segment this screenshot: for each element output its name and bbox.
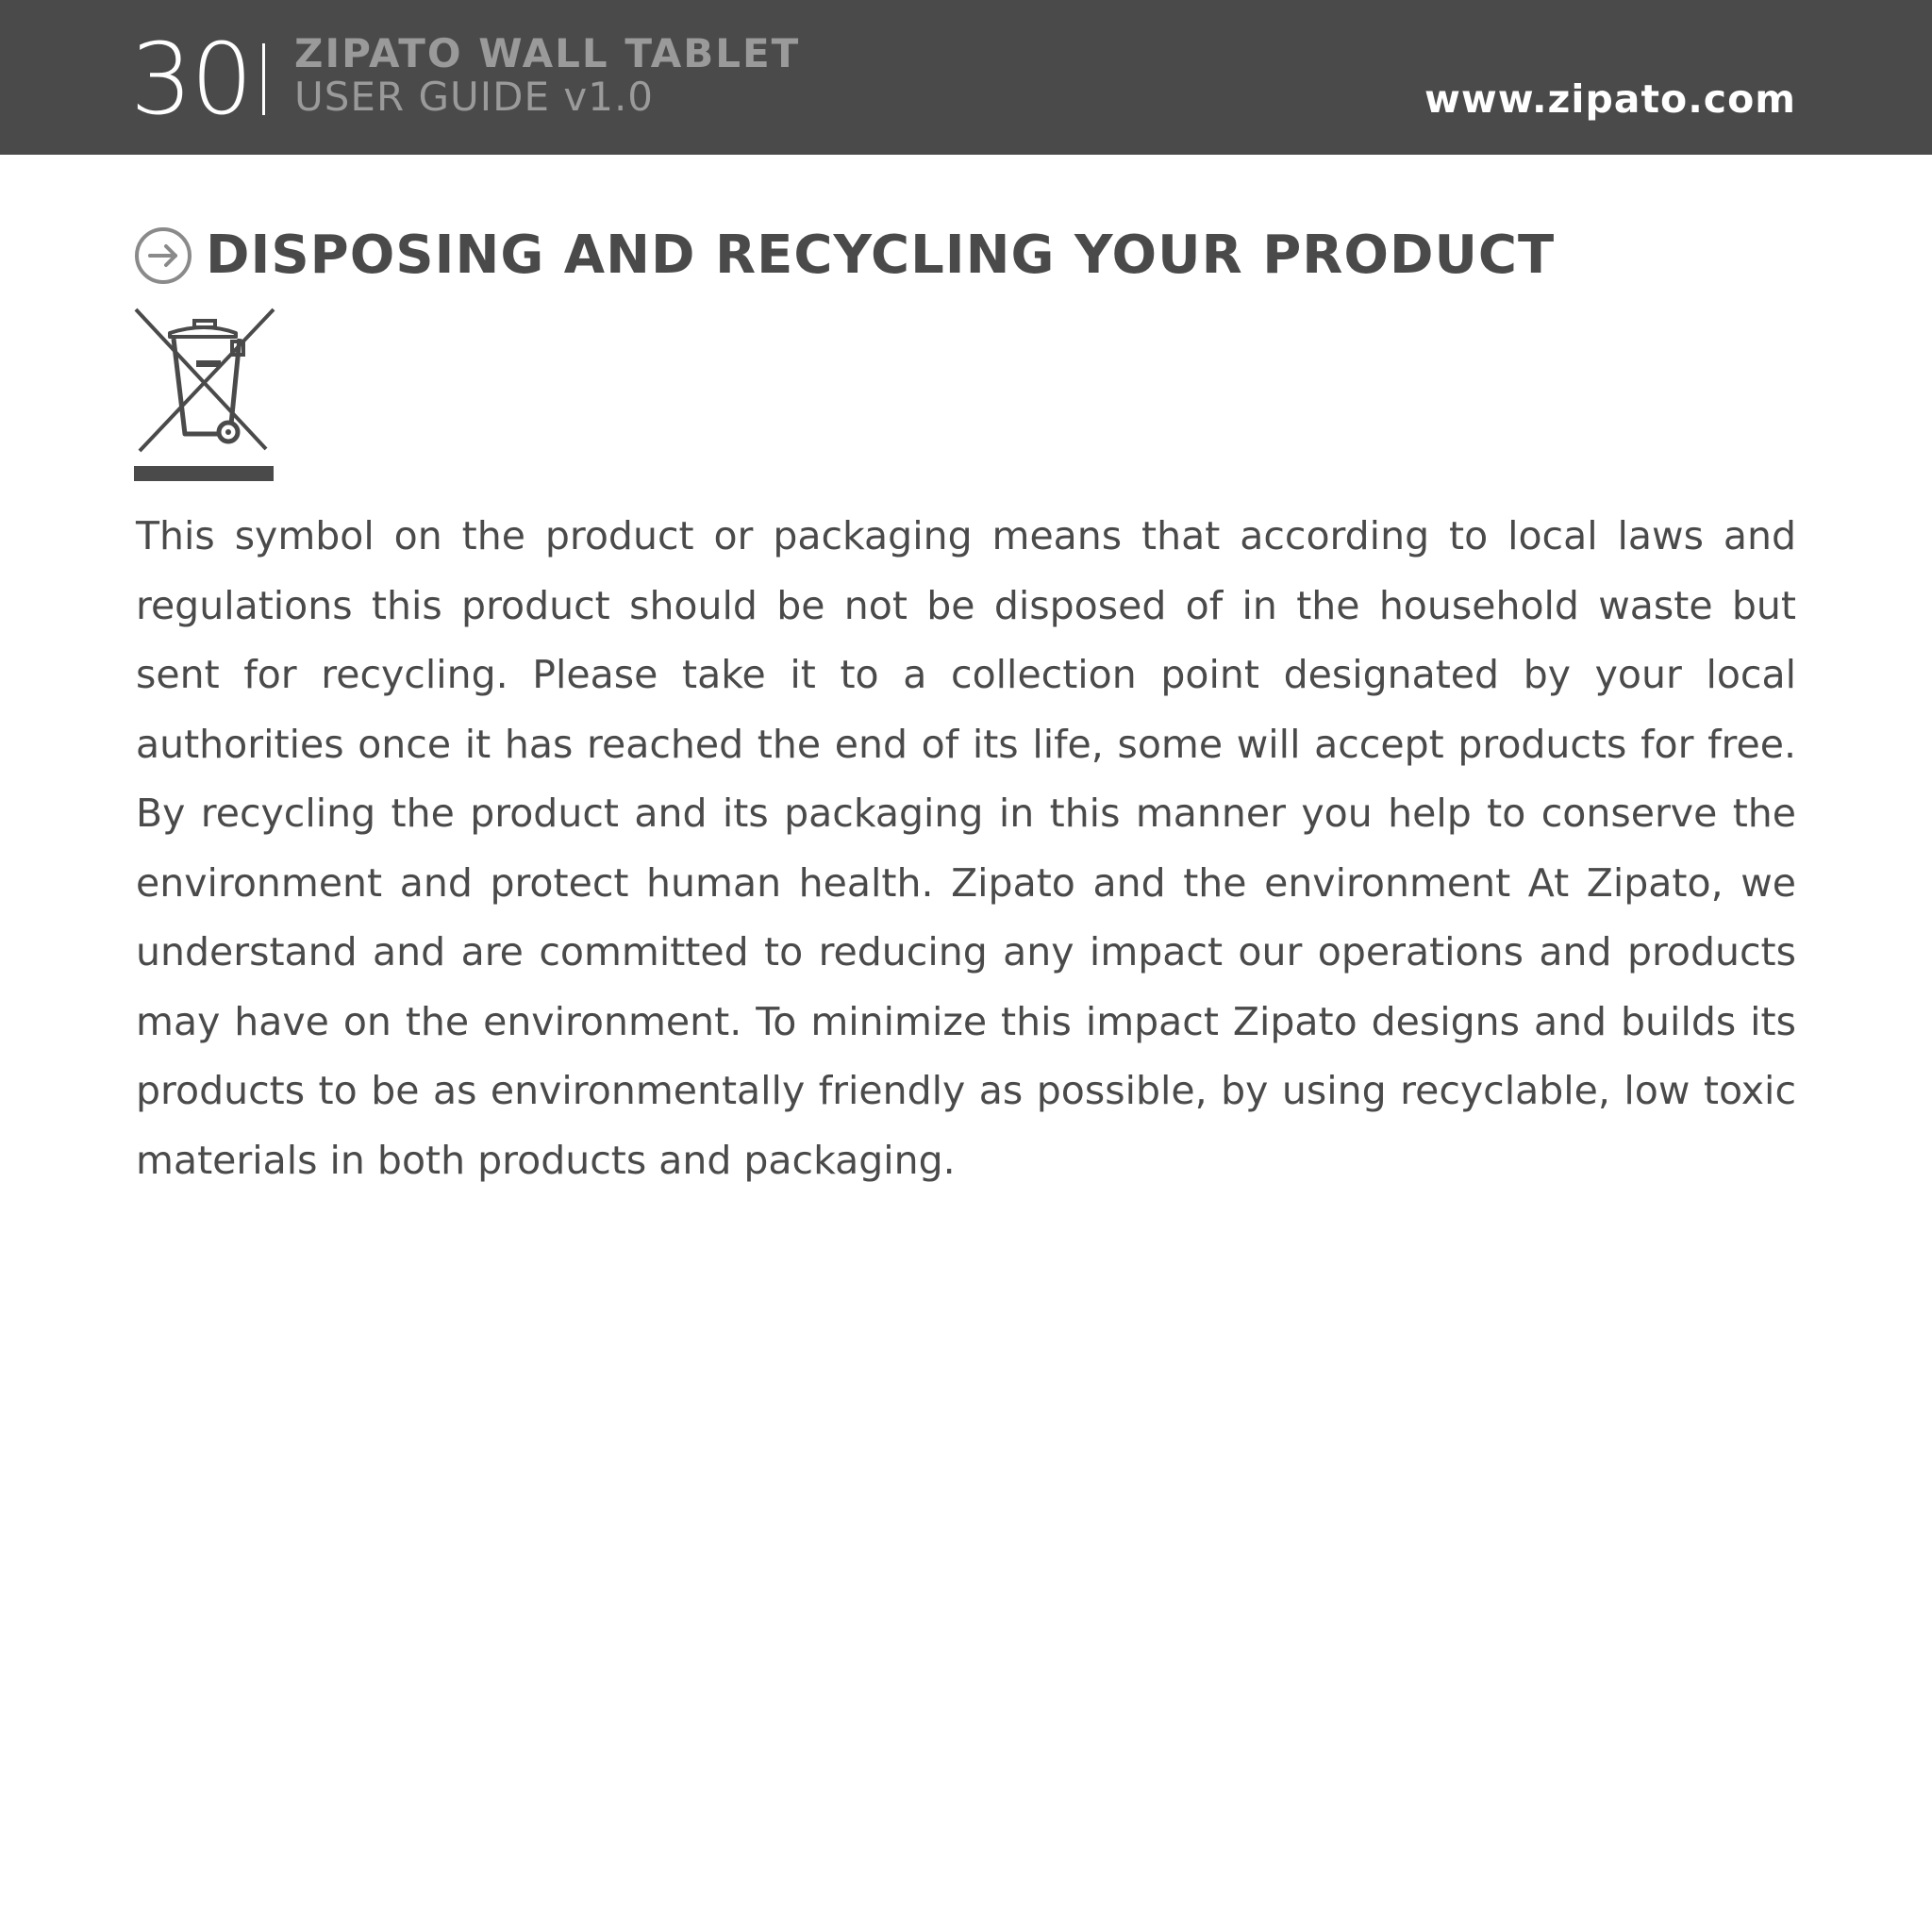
website-url: www.zipato.com — [1424, 76, 1796, 122]
disposal-paragraph: This symbol on the product or packaging means that according to local laws and regulations this product should be not be disposed of in the household waste but sent for recycling. Please take it to a collection point designated by your local authorities once it has reached the end of its life, some will accept products for free. By recycling the product and its packaging in this manner you help to conserve the environment and protect human health. Zipato and the environment At Zipato, we understand and are committed to reducing any impact our operations and products may have on the environment. To minimize this impact Zipato designs and builds its products to be as environmentally friendly as possible, by using recyclable, low toxic materials in both products and packaging. — [136, 513, 1796, 1183]
crossed-out-wheelie-bin-icon — [134, 308, 275, 483]
document-title: ZIPATO WALL TABLET — [294, 30, 801, 76]
section-heading — [134, 223, 1555, 289]
document-subtitle: USER GUIDE v1.0 — [294, 74, 655, 120]
section-title: DISPOSING AND RECYCLING YOUR PRODUCT — [206, 225, 1556, 286]
arrow-circle-icon — [134, 226, 192, 285]
page-header — [0, 0, 1932, 155]
page-number: 30 — [130, 22, 252, 137]
header-divider — [262, 43, 265, 115]
